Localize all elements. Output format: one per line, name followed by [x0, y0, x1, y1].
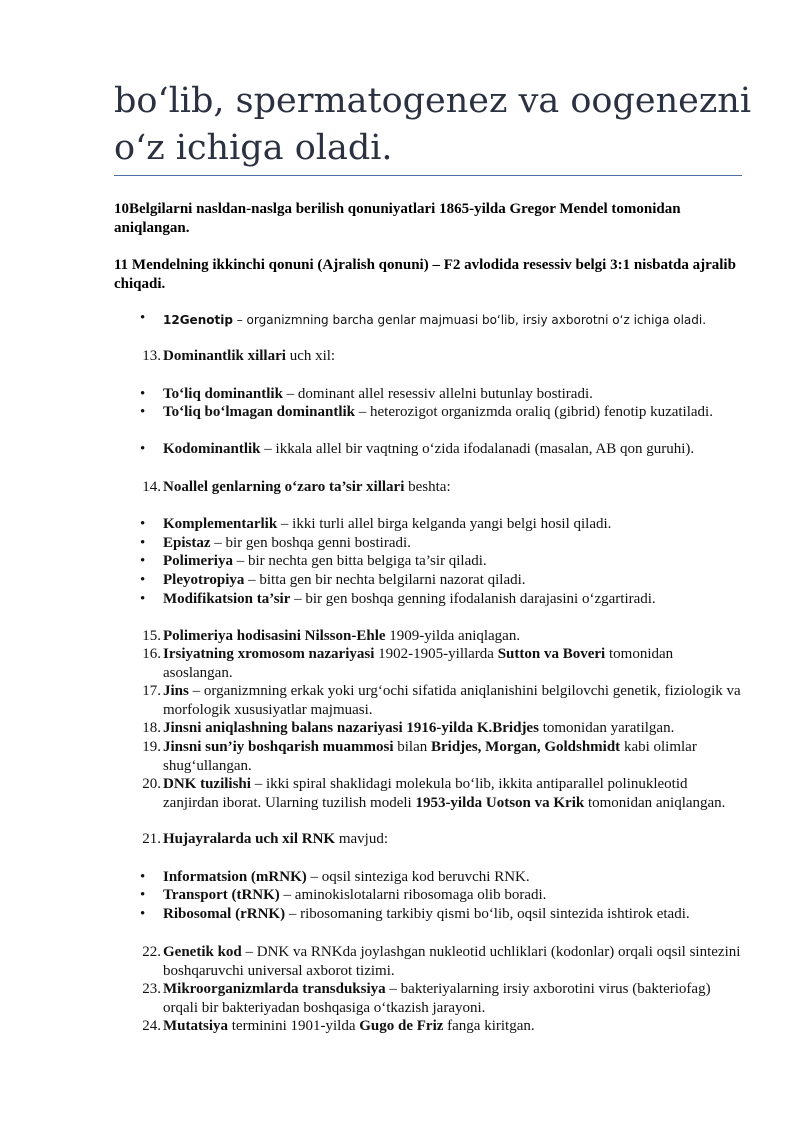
interaction-text: – ikki turli allel birga kelganda yangi belgi hosil qiladi. — [277, 516, 612, 532]
item-20-text: – ikki spiral shaklidagi molekula bo‘lib, ikkita antiparallel polinukleotid zanjirdan iborat. Ularning tuzilish modeli — [163, 776, 688, 811]
item-18-text: tomonidan yaratilgan. — [538, 720, 675, 736]
rna-item-1 — [163, 868, 743, 887]
item-21-term: Hujayralarda uch xil RNK — [163, 831, 336, 847]
item-21 — [163, 830, 743, 849]
rna-item-2 — [163, 886, 743, 905]
interaction-item-4 — [163, 571, 743, 590]
interaction-text: – bitta gen bir nechta belgilarni nazorat qiladi. — [244, 572, 526, 588]
item-20-discoverers: 1953-yilda Uotson va Krik — [415, 794, 585, 811]
interaction-item-2 — [163, 534, 743, 553]
paragraph-11: 11 Mendelning ikkinchi qonuni (Ajralish qonuni) – F2 avlodida resessiv belgi 3:1 nisbatda ajralib chiqadi. — [114, 257, 736, 292]
title-underline — [114, 175, 742, 176]
interaction-text: – bir gen boshqa genni bostiradi. — [210, 535, 411, 551]
item-13 — [163, 347, 743, 366]
rna-term: Ribosomal (rRNK) — [163, 906, 286, 922]
item-24 — [163, 1017, 743, 1036]
interaction-text: – bir nechta gen bitta belgiga ta’sir qiladi. — [232, 553, 487, 569]
item-16-authors: Sutton va Boveri — [497, 646, 606, 662]
interaction-term: Polimeriya — [163, 553, 233, 569]
bullet: • — [140, 441, 146, 457]
item-number-18: 18. — [142, 720, 161, 736]
interaction-term: Modifikatsion ta’sir — [163, 591, 291, 607]
bullet: • — [140, 553, 146, 569]
item-13-text: uch xil: — [285, 348, 336, 364]
dominance-text: – ikkala allel bir vaqtning o‘zida ifodalanadi (masalan, AB qon guruhi). — [260, 441, 695, 457]
item-15-term: Polimeriya hodisasini Nilsson-Ehle — [163, 628, 386, 644]
item-number-14: 14. — [142, 479, 161, 495]
item-14 — [163, 478, 743, 497]
bullet: • — [140, 404, 146, 420]
item-23-term: Mikroorganizmlarda transduksiya — [163, 981, 386, 997]
item-22-text: – DNK va RNKda joylashgan nukleotid uchliklari (kodonlar) orqali oqsil sintezini boshqaruvchi universal axborot tizimi. — [163, 944, 741, 979]
title-line-2: o‘z ichiga oladi. — [114, 128, 393, 168]
item-19-text: bilan — [393, 739, 431, 755]
item-22 — [163, 943, 743, 980]
item-number-19: 19. — [142, 739, 161, 755]
interaction-term: Epistaz — [163, 535, 211, 551]
dominance-item-1 — [163, 385, 743, 404]
genotip-definition: – organizmning barcha genlar majmuasi bo‘lib, irsiy axborotni o‘z ichiga oladi. — [232, 313, 707, 327]
bullet-12: • — [140, 310, 146, 326]
interaction-text: – bir gen boshqa genning ifodalanish darajasini o‘zgartiradi. — [290, 591, 656, 607]
genotip-line — [163, 311, 743, 330]
item-17 — [163, 682, 743, 719]
item-14-term: Noallel genlarning o‘zaro ta’sir xillari — [163, 479, 405, 495]
dominance-item-2 — [163, 403, 743, 422]
rna-term: Informatsion (mRNK) — [163, 869, 307, 885]
item-number-21: 21. — [142, 831, 161, 847]
item-20 — [163, 775, 743, 812]
item-19-scientists: Bridjes, Morgan, Goldshmidt — [431, 739, 621, 755]
bullet: • — [140, 887, 146, 903]
item-24-text-end: fanga kiritgan. — [443, 1018, 535, 1034]
item-17-text: – organizmning erkak yoki urg‘ochi sifatida aniqlanishini belgilovchi genetik, fiziologik va morfologik xususiyatlar majmuasi. — [163, 683, 741, 718]
item-number-16: 16. — [142, 646, 161, 662]
item-19 — [163, 738, 743, 775]
item-21-text: mavjud: — [335, 831, 389, 847]
dominance-text: – dominant allel resessiv allelni butunlay bostiradi. — [282, 386, 593, 402]
item-20-text-end: tomonidan aniqlangan. — [584, 794, 726, 811]
interaction-term: Komplementarlik — [163, 516, 278, 532]
dominance-term: To‘liq dominantlik — [163, 386, 283, 402]
item-number-22: 22. — [142, 944, 161, 960]
dominance-item-3 — [163, 440, 743, 459]
item-15 — [163, 627, 743, 646]
item-number-23: 23. — [142, 981, 161, 997]
item-16-text: 1902-1905-yillarda — [374, 646, 498, 662]
interaction-item-1 — [163, 515, 743, 534]
item-number-20: 20. — [142, 776, 161, 792]
item-13-term: Dominantlik xillari — [163, 348, 286, 364]
item-22-term: Genetik kod — [163, 944, 242, 960]
item-15-text: 1909-yilda aniqlagan. — [385, 628, 521, 644]
bullet: • — [140, 591, 146, 607]
item-17-term: Jins — [163, 683, 189, 699]
rna-text: – aminokislotalarni ribosomaga olib boradi. — [279, 887, 547, 903]
page-title — [114, 78, 754, 172]
item-19-text-end: kabi olimlar shug‘ullangan. — [163, 739, 697, 774]
rna-text: – oqsil sinteziga kod beruvchi RNK. — [306, 869, 530, 885]
item-16-text-end: tomonidan asoslangan. — [163, 646, 674, 681]
item-23 — [163, 980, 743, 1017]
bullet: • — [140, 869, 146, 885]
item-19-term: Jinsni sun’iy boshqarish muammosi — [163, 739, 394, 755]
interaction-term: Pleyotropiya — [163, 572, 245, 588]
genotip-term: 12Genotip — [163, 313, 233, 327]
item-16 — [163, 645, 743, 682]
rna-text: – ribosomaning tarkibiy qismi bo‘lib, oqsil sintezida ishtirok etadi. — [285, 906, 690, 922]
item-number-24: 24. — [142, 1018, 161, 1034]
dominance-term: To‘liq bo‘lmagan dominantlik — [163, 404, 356, 420]
item-14-text: beshta: — [404, 479, 451, 495]
bullet: • — [140, 516, 146, 532]
item-24-text: terminini 1901-yilda — [228, 1018, 360, 1034]
item-number-13: 13. — [142, 348, 161, 364]
title-line-1: bo‘lib, spermatogenez va oogenezni — [114, 81, 752, 121]
item-number-17: 17. — [142, 683, 161, 699]
item-20-term: DNK tuzilishi — [163, 776, 251, 792]
bullet: • — [140, 572, 146, 588]
dominance-term: Kodominantlik — [163, 441, 261, 457]
item-18 — [163, 719, 743, 738]
dominance-text: – heterozigot organizmda oraliq (gibrid) fenotip kuzatiladi. — [355, 404, 713, 420]
rna-term: Transport (tRNK) — [163, 887, 280, 903]
item-number-15: 15. — [142, 628, 161, 644]
item-16-term: Irsiyatning xromosom nazariyasi — [163, 646, 375, 662]
item-24-scientist: Gugo de Friz — [359, 1018, 444, 1034]
item-18-term: Jinsni aniqlashning balans nazariyasi 1916-yilda K.Bridjes — [163, 720, 539, 736]
bullet: • — [140, 386, 146, 402]
rna-item-3 — [163, 905, 743, 924]
interaction-item-5 — [163, 590, 743, 609]
bullet: • — [140, 535, 146, 551]
item-24-term: Mutatsiya — [163, 1018, 228, 1034]
interaction-item-3 — [163, 552, 743, 571]
item-23-text: – bakteriyalarning irsiy axborotini virus (bakteriofag) orqali bir bakteriyadan boshqasiga o‘tkazish jarayoni. — [163, 981, 711, 1016]
paragraph-10: 10Belgilarni nasldan-naslga berilish qonuniyatlari 1865-yilda Gregor Mendel tomonidan aniqlangan. — [114, 201, 681, 236]
bullet: • — [140, 906, 146, 922]
